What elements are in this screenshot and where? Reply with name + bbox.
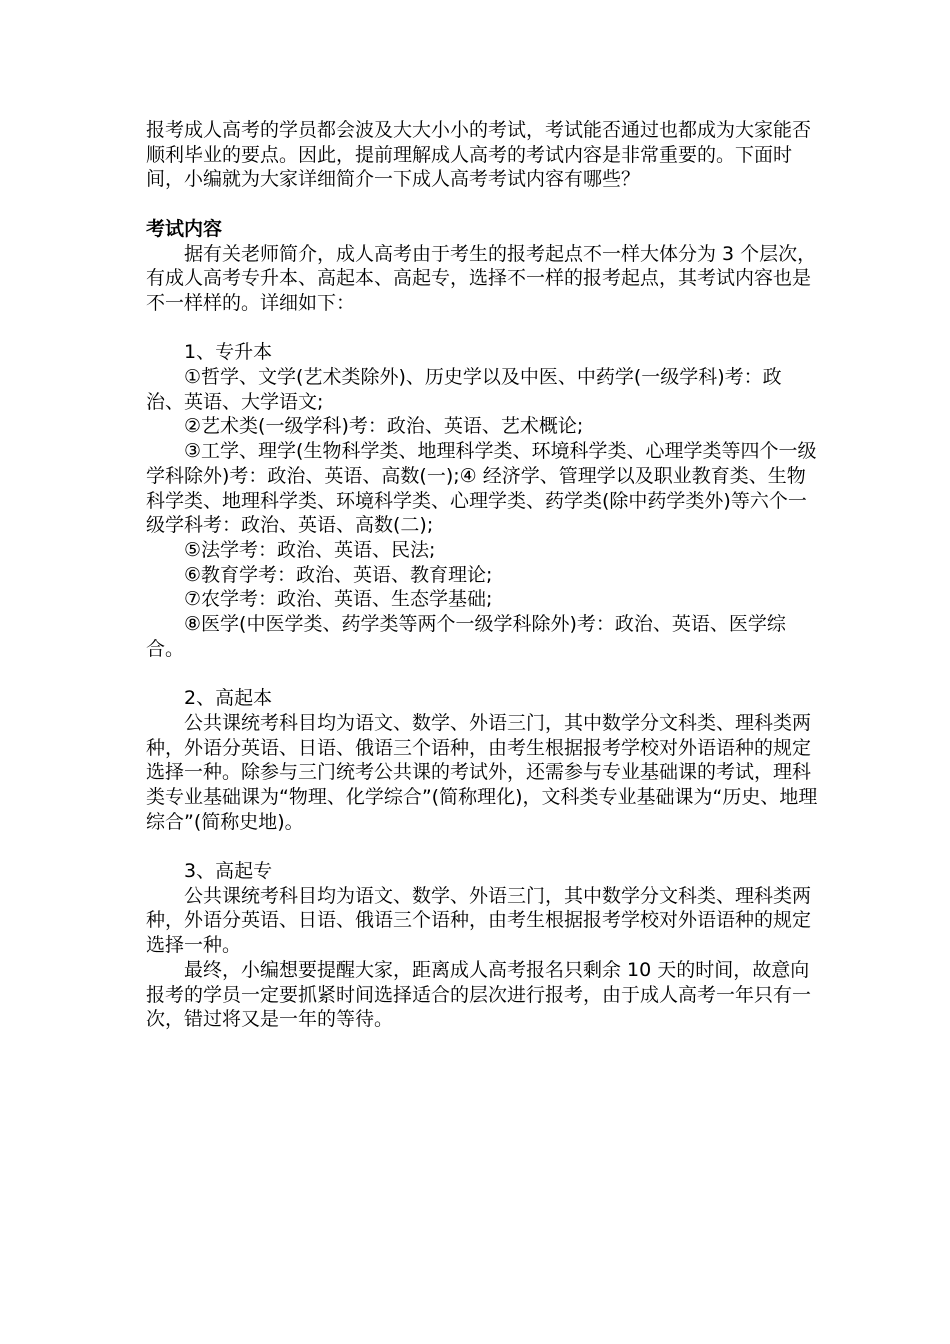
part3-title: 3、高起专: [184, 860, 273, 883]
spacer: [146, 316, 818, 341]
section-heading: 考试内容: [146, 217, 223, 240]
part3-paragraph: 公共课统考科目均为语文、数学、外语三门，其中数学分文科类、理科类两种，外语分英语、日语、俄语三个语种，由考生根据报考学校对外语语种的规定选择一种。: [146, 884, 812, 957]
spacer: [146, 192, 818, 217]
spacer: [146, 661, 818, 686]
part1-item: ⑤法学考：政治、英语、民法;: [184, 538, 436, 561]
part1-item: ⑥教育学考：政治、英语、教育理论;: [184, 563, 493, 586]
document-body: [146, 118, 818, 1032]
closing-paragraph: 最终，小编想要提醒大家，距离成人高考报名只剩余 10 天的时间，故意向报考的学员一定要抓紧时间选择适合的层次进行报考，由于成人高考一年只有一次，错过将又是一年的等待。: [146, 958, 812, 1031]
spacer: [146, 834, 818, 859]
part1-item: ⑧医学(中医学类、药学类等两个一级学科除外)考：政治、英语、医学综合。: [146, 613, 786, 660]
part1-item: ②艺术类(一级学科)考：政治、英语、艺术概论;: [184, 415, 584, 438]
section-intro-paragraph: 据有关老师简介，成人高考由于考生的报考起点不一样大体分为 3 个层次，有成人高考专升本、高起本、高起专，选择不一样的报考起点，其考试内容也是不一样样的。详细如下：: [146, 242, 817, 314]
part1-item: ⑦农学考：政治、英语、生态学基础;: [184, 588, 493, 611]
part2-paragraph: 公共课统考科目均为语文、数学、外语三门，其中数学分文科类、理科类两种，外语分英语、日语、俄语三个语种，由考生根据报考学校对外语语种的规定选择一种。除参与三门统考公共课的考试外，还需参与专业基础课的考试，理科类专业基础课为“物理、化学综合”(简称理化)，文科类专业基础课为“历史、地理综合”(简称史地)。: [146, 711, 818, 833]
intro-paragraph: 报考成人高考的学员都会波及大大小小的考试，考试能否通过也都成为大家能否顺利毕业的要点。因此，提前理解成人高考的考试内容是非常重要的。下面时间，小编就为大家详细简介一下成人高考考试内容有哪些？: [146, 119, 812, 191]
part1-item: ①哲学、文学(艺术类除外)、历史学以及中医、中药学(一级学科)考：政治、英语、大学语文;: [146, 366, 782, 413]
part1-title: 1、专升本: [184, 341, 273, 364]
part2-title: 2、高起本: [184, 687, 273, 710]
part1-item: ③工学、理学(生物科学类、地理科学类、环境科学类、心理学类等四个一级学科除外)考：政治、英语、高数(一);④ 经济学、管理学以及职业教育类、生物科学类、地理科学类、环境科学类、心理学类、药学类(除中药学类外)等六个一级学科考：政治、英语、高数(二);: [146, 440, 817, 537]
